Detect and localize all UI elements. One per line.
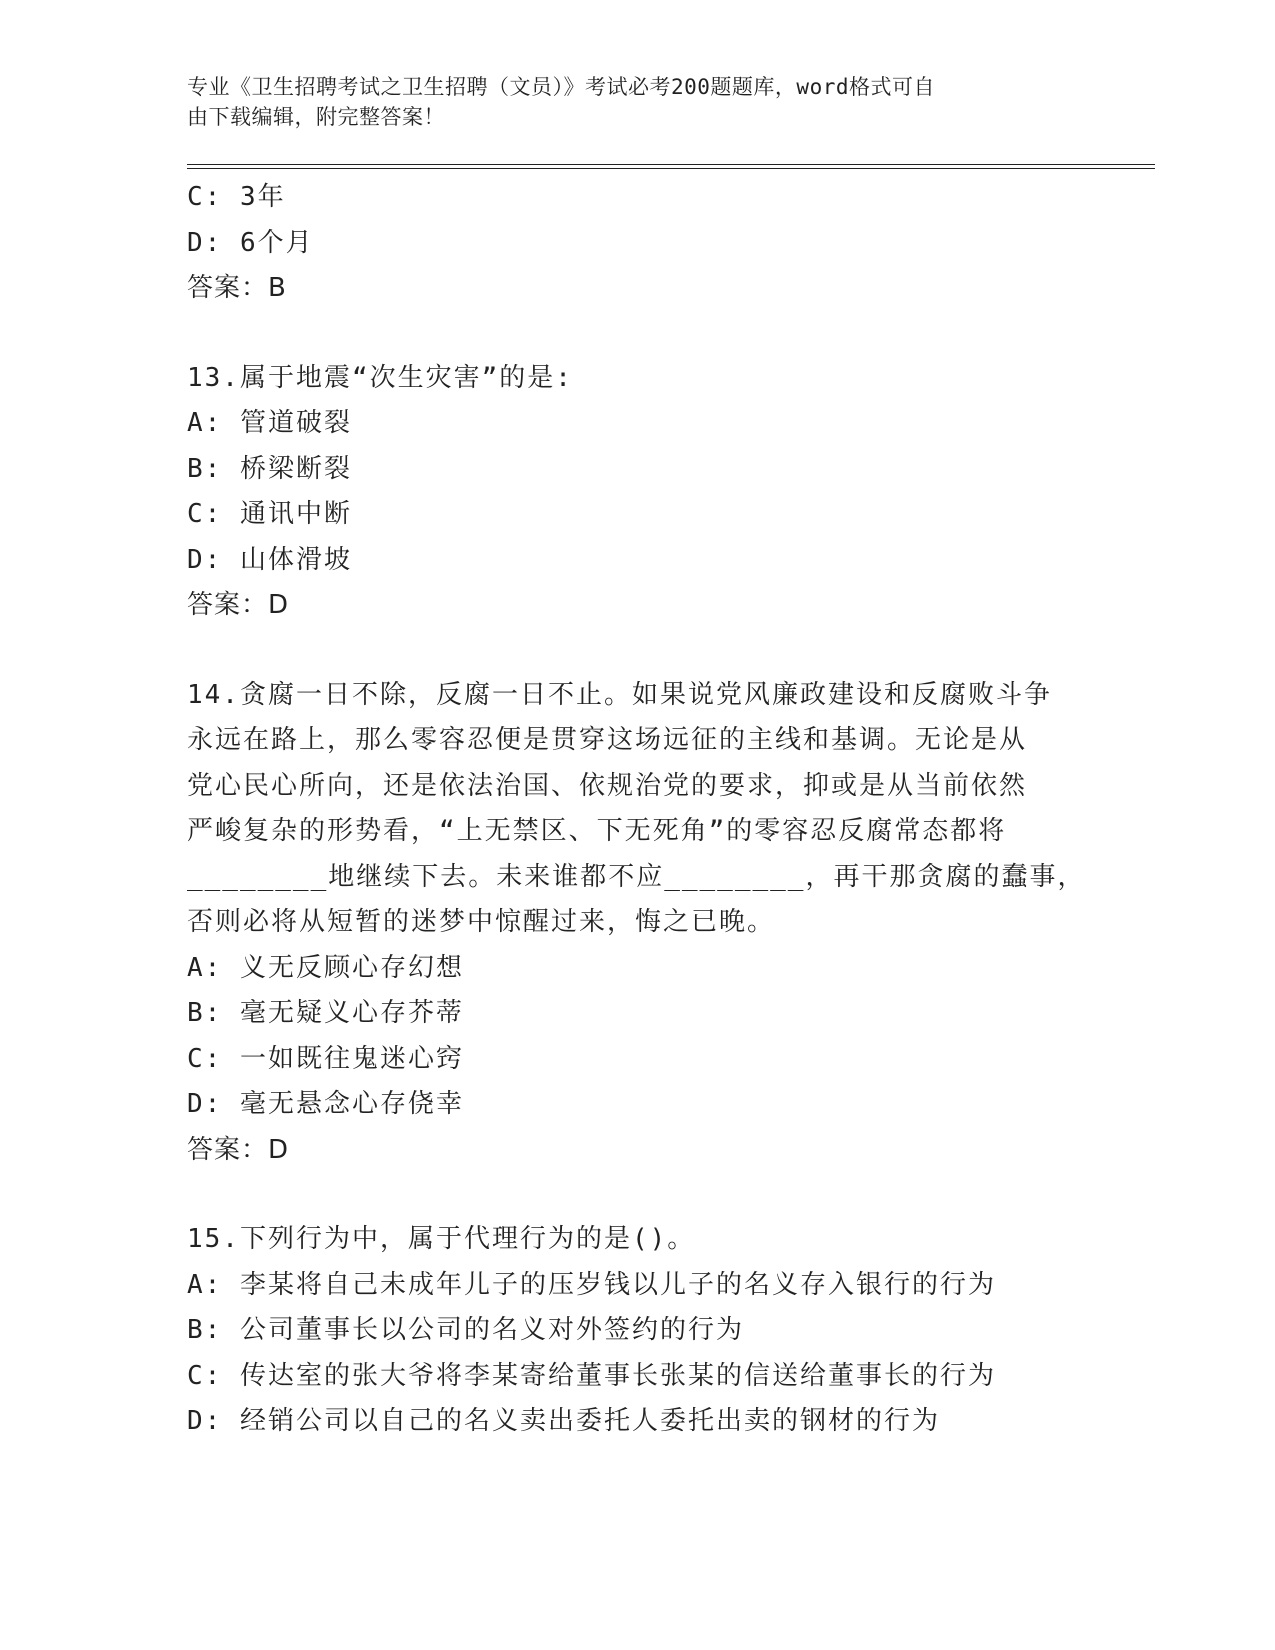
answer: 答案：B: [187, 273, 287, 303]
option-c: C: 传达室的张大爷将李某寄给董事长张某的信送给董事长的行为: [187, 1360, 996, 1391]
option-a: A: 义无反顾心存幻想: [187, 952, 464, 983]
option-c: C: 通讯中断: [187, 499, 352, 529]
header-line-1: 专业《卫生招聘考试之卫生招聘（文员）》考试必考200题题库，word格式可自: [187, 75, 935, 99]
answer: 答案：D: [187, 590, 290, 620]
question-stem-line: 严峻复杂的形势看，“上无禁区、下无死角”的零容忍反腐常态都将: [187, 816, 1007, 846]
question-stem-line: 永远在路上，那么零容忍便是贯穿这场远征的主线和基调。无论是从: [187, 725, 1028, 755]
question-14: [187, 673, 1155, 1174]
option-a: A: 李某将自己未成年儿子的压岁钱以儿子的名义存入银行的行为: [187, 1269, 996, 1300]
question-13: [187, 356, 1155, 629]
option-d: D: 6个月: [187, 227, 314, 258]
question-stem-line: 否则必将从短暂的迷梦中惊醒过来，悔之已晚。: [187, 907, 776, 937]
document-body: [187, 175, 1155, 1445]
option-b: B: 毫无疑义心存芥蒂: [187, 998, 464, 1028]
question-15: [187, 1217, 1155, 1445]
option-d: D: 山体滑坡: [187, 544, 352, 575]
question-stem: 15.下列行为中，属于代理行为的是()。: [187, 1224, 696, 1254]
question-stem-line: 14.贪腐一日不除，反腐一日不止。如果说党风廉政建设和反腐败斗争: [187, 679, 1052, 710]
option-a: A: 管道破裂: [187, 408, 352, 438]
header-divider: [187, 164, 1155, 165]
document-page: [187, 72, 1155, 1445]
option-b: B: 桥梁断裂: [187, 453, 352, 484]
question-stem-line: 党心民心所向，还是依法治国、依规治党的要求，抑或是从当前依然: [187, 770, 1028, 801]
option-d: D: 经销公司以自己的名义卖出委托人委托出卖的钢材的行为: [187, 1406, 940, 1436]
header-line-2: 由下载编辑，附完整答案！: [187, 105, 445, 129]
option-b: B: 公司董事长以公司的名义对外签约的行为: [187, 1315, 744, 1345]
option-c: C: 一如既往鬼迷心窍: [187, 1043, 464, 1074]
option-d: D: 毫无悬念心存侥幸: [187, 1089, 464, 1119]
question-stem-line: ________地继续下去。未来谁都不应________，再干那贪腐的蠢事，: [187, 861, 1086, 892]
answer: 答案：D: [187, 1134, 290, 1165]
document-header: [187, 72, 1087, 132]
question-stem: 13.属于地震“次生灾害”的是:: [187, 362, 573, 393]
question-12-tail: [187, 175, 1155, 312]
option-c: C: 3年: [187, 182, 286, 212]
